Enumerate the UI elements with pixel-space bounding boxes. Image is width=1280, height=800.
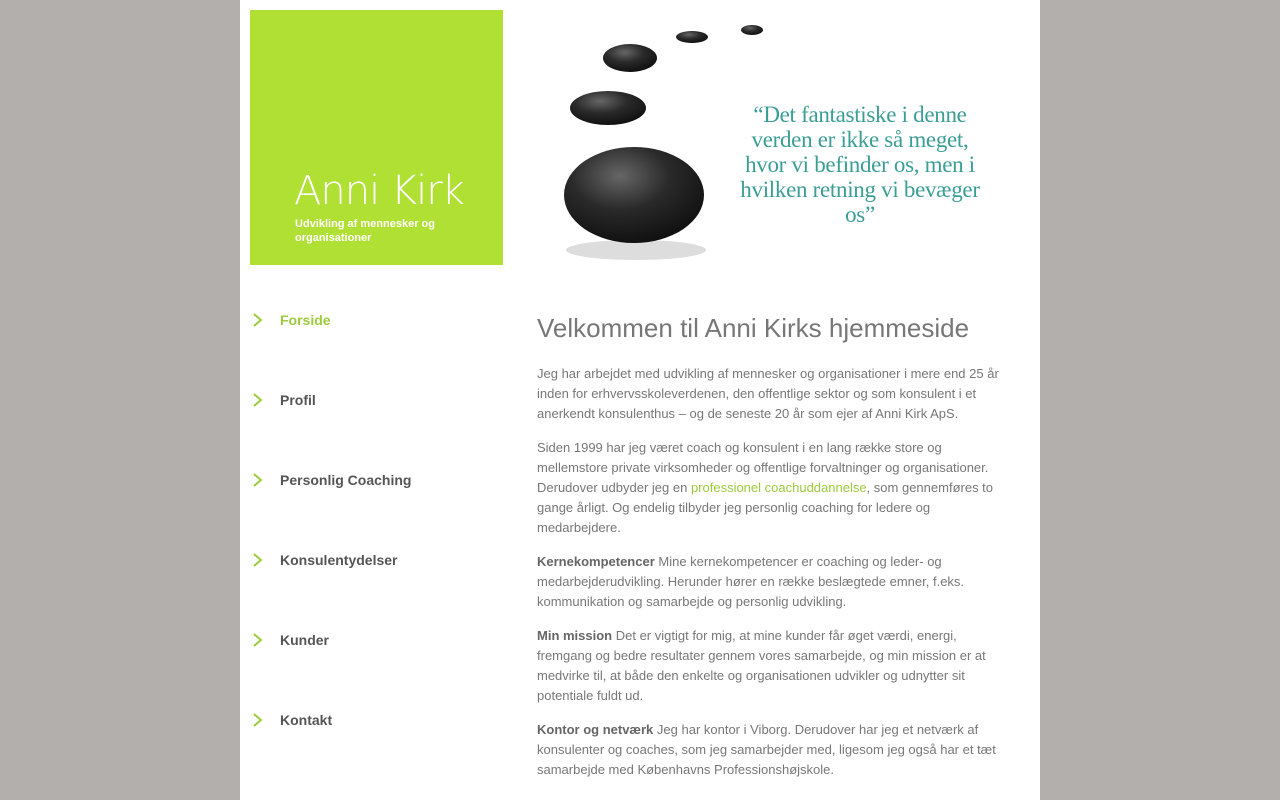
nav-item-forside[interactable] (250, 300, 500, 340)
chevron-right-icon (252, 312, 272, 328)
logo[interactable] (250, 10, 503, 265)
chevron-right-icon (252, 472, 272, 488)
text: , som gennemføres to gange årligt. Og endelig tilbyder jeg personlig coaching for ledere og medarbejdere. (537, 480, 994, 535)
page (240, 0, 1040, 800)
main-nav (250, 300, 500, 780)
nav-item-kunder[interactable] (250, 620, 500, 660)
kernekompetencer-paragraph (537, 552, 1003, 612)
text: Det er vigtigt for mig, at mine kunder får øget værdi, energi, fremgang og bedre resultater gennem vores samarbejde, og min mission er at medvirke til, at både den enkelte og organisationen udvikler og udnytter sit potentiale fuldt ud. (537, 628, 986, 703)
text: Siden 1999 har jeg været coach og konsulent i en lang række store og mellemstore private virksomheder og offentlige forvaltninger og organisationer. Derudover udbyder jeg en (537, 440, 989, 495)
banner-quote: “Det fantastiske i denne verden er ikke så meget, hvor vi befinder os, men i hvilken retning vi bevæger os” (740, 102, 980, 227)
nav-label: Personlig Coaching (280, 472, 412, 488)
heading: Min mission (537, 628, 613, 643)
heading: Kernekompetencer (537, 554, 655, 569)
nav-label: Profil (280, 392, 316, 408)
intro-paragraph: Jeg har arbejdet med udvikling af mennesker og organisationer i mere end 25 år inden for erhvervsskoleverdenen, den offentlige sektor og som konsulent i et anerkendt konsulenthus – og de seneste 20 år som ejer af Anni Kirk ApS. (537, 366, 999, 421)
nav-item-kontakt[interactable] (250, 700, 500, 740)
chevron-right-icon (252, 392, 272, 408)
logo-name: Anni Kirk (294, 168, 464, 214)
chevron-right-icon (252, 552, 272, 568)
page-title: Velkommen til Anni Kirks hjemmeside (537, 313, 970, 343)
nav-item-profil[interactable] (250, 380, 500, 420)
nav-item-konsulentydelser[interactable] (250, 540, 500, 580)
kontor-paragraph (537, 720, 1003, 780)
nav-label: Kunder (280, 632, 329, 648)
nav-label: Kontakt (280, 712, 333, 728)
nav-label: Forside (280, 312, 331, 328)
text: Mine kernekompetencer er coaching og leder- og medarbejderudvikling. Herunder hører en række beslægtede emner, f.eks. kommunikation og samarbejde og personlig udvikling. (537, 554, 965, 609)
mission-paragraph (537, 626, 1003, 706)
coachuddannelse-link[interactable]: professionel coachuddannelse (690, 480, 867, 495)
coaching-paragraph (537, 438, 1003, 538)
nav-label: Konsulentydelser (280, 552, 398, 568)
heading: Kontor og netværk (537, 722, 654, 737)
chevron-right-icon (252, 712, 272, 728)
text: Jeg har kontor i Viborg. Derudover har jeg et netværk af konsulenter og coaches, som jeg samarbejder med, ligesom jeg også har et tæt samarbejde med Københavns Professionshøjskole. (537, 722, 996, 777)
logo-tagline: Udvikling af mennesker og organisationer (295, 218, 435, 244)
banner-image (530, 0, 1010, 280)
main-content (537, 310, 1003, 794)
nav-item-personlig-coaching[interactable] (250, 460, 500, 500)
chevron-right-icon (252, 632, 272, 648)
